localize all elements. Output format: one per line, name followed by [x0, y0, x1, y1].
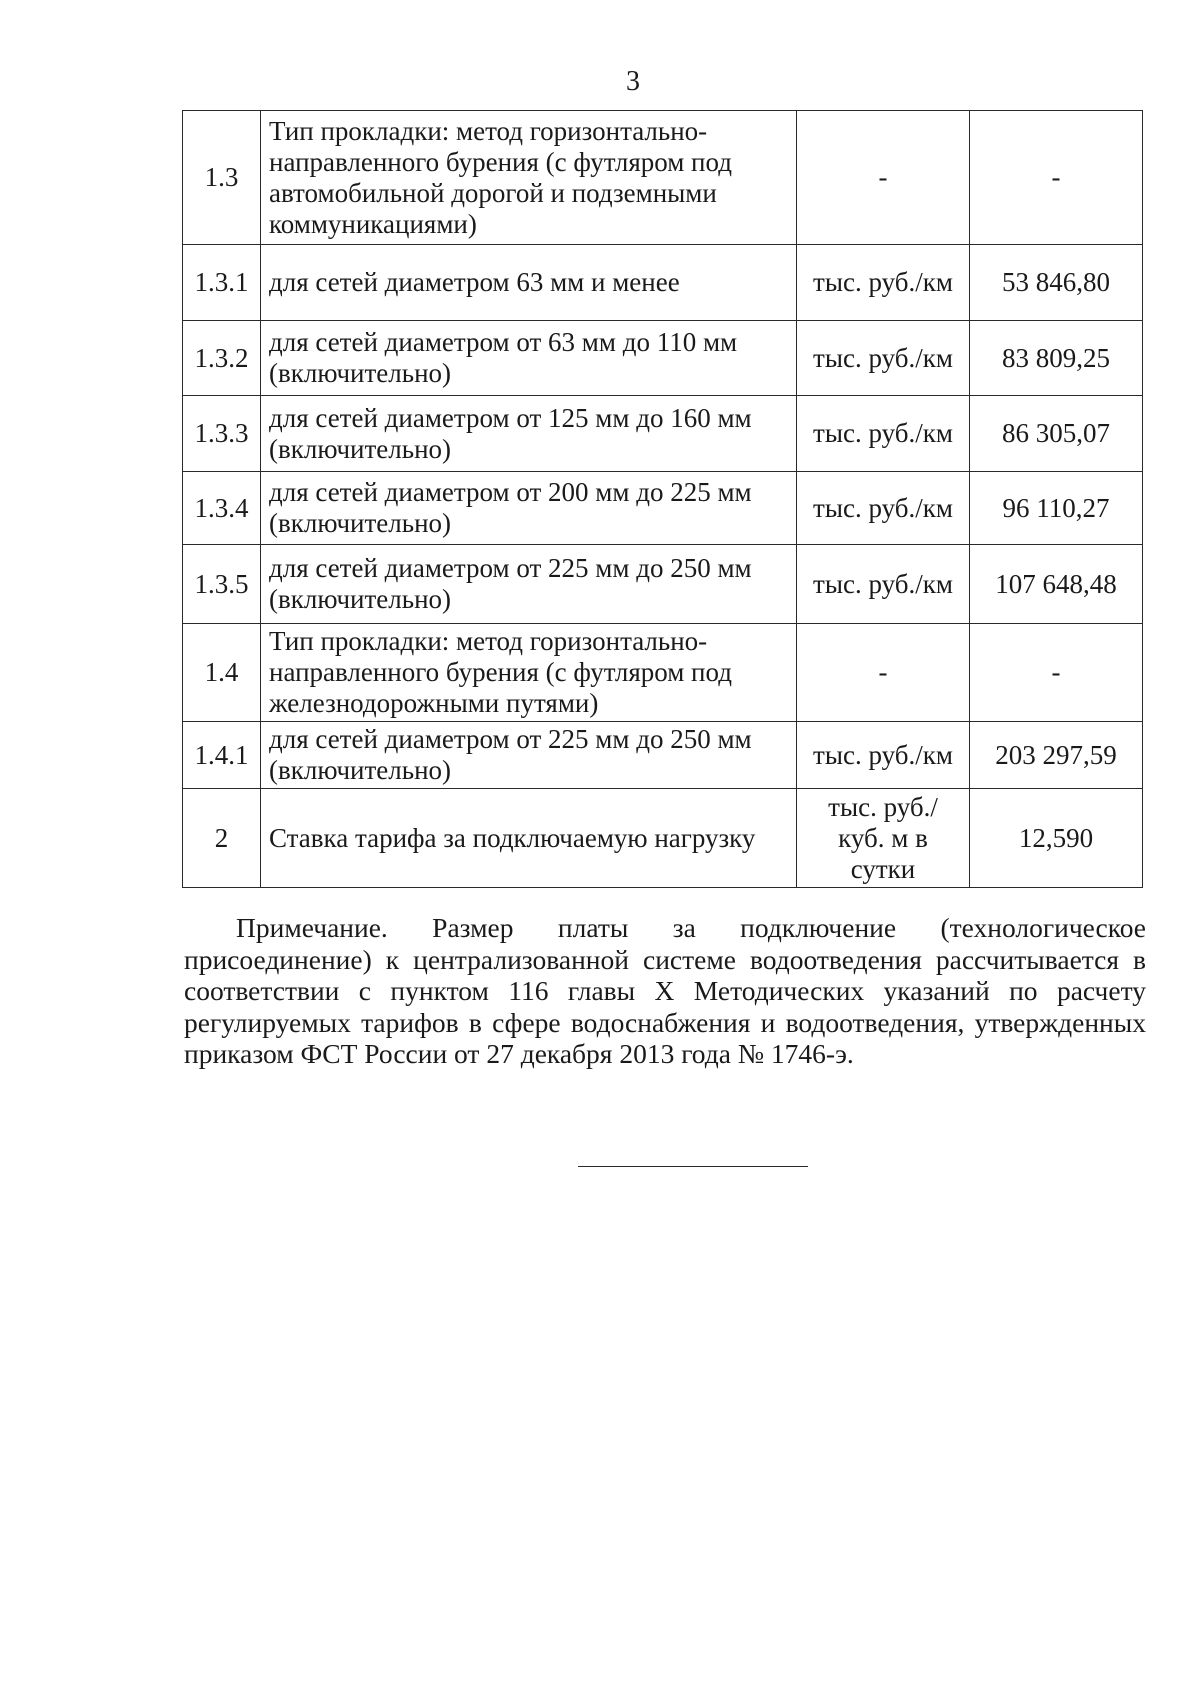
row-unit: тыс. руб./км — [797, 472, 970, 545]
row-unit: тыс. руб./км — [797, 722, 970, 789]
row-number: 1.3.5 — [183, 545, 261, 624]
row-description: для сетей диаметром от 225 мм до 250 мм (включительно) — [261, 545, 797, 624]
row-number: 1.3 — [183, 111, 261, 245]
table-row — [183, 245, 1143, 321]
row-value: 83 809,25 — [970, 321, 1143, 396]
row-unit: тыс. руб./км — [797, 396, 970, 472]
row-unit: - — [797, 624, 970, 722]
row-number: 1.3.3 — [183, 396, 261, 472]
table-row — [183, 472, 1143, 545]
row-value: 53 846,80 — [970, 245, 1143, 321]
table-row — [183, 545, 1143, 624]
table-row — [183, 789, 1143, 888]
row-value: 96 110,27 — [970, 472, 1143, 545]
row-description: для сетей диаметром от 125 мм до 160 мм (включительно) — [261, 396, 797, 472]
row-number: 1.3.2 — [183, 321, 261, 396]
row-number: 1.4.1 — [183, 722, 261, 789]
row-number: 2 — [183, 789, 261, 888]
row-description: Тип прокладки: метод горизонтально-направленного бурения (с футляром под железнодорожными путями) — [261, 624, 797, 722]
row-description: для сетей диаметром от 225 мм до 250 мм (включительно) — [261, 722, 797, 789]
row-value: 86 305,07 — [970, 396, 1143, 472]
row-description: Ставка тарифа за подключаемую нагрузку — [261, 789, 797, 888]
table-row — [183, 396, 1143, 472]
row-description: Тип прокладки: метод горизонтально-направленного бурения (с футляром под автомобильной дорогой и подземными коммуникациями) — [261, 111, 797, 245]
row-description: для сетей диаметром 63 мм и менее — [261, 245, 797, 321]
table-row — [183, 111, 1143, 245]
table-row — [183, 321, 1143, 396]
row-number: 1.3.4 — [183, 472, 261, 545]
row-number: 1.3.1 — [183, 245, 261, 321]
row-unit: тыс. руб./ куб. м в сутки — [797, 789, 970, 888]
row-value: 107 648,48 — [970, 545, 1143, 624]
row-unit: тыс. руб./км — [797, 545, 970, 624]
row-value: - — [970, 111, 1143, 245]
row-value: - — [970, 624, 1143, 722]
tariff-table — [182, 110, 1143, 888]
row-description: для сетей диаметром от 63 мм до 110 мм (включительно) — [261, 321, 797, 396]
row-number: 1.4 — [183, 624, 261, 722]
page-number: 3 — [626, 66, 640, 97]
table-row — [183, 722, 1143, 789]
row-unit: тыс. руб./км — [797, 245, 970, 321]
row-value: 203 297,59 — [970, 722, 1143, 789]
row-description: для сетей диаметром от 200 мм до 225 мм (включительно) — [261, 472, 797, 545]
separator-line — [578, 1166, 808, 1167]
row-unit: - — [797, 111, 970, 245]
table-row — [183, 624, 1143, 722]
note-paragraph: Примечание. Размер платы за подключение (технологическое присоединение) к централизованной системе водоотведения рассчитывается в соответствии с пунктом 116 главы X Методических указаний по расчету регулируемых тарифов в сфере водоснабжения и водоотведения, утвержденных приказом ФСТ России от 27 декабря 2013 года № 1746-э. — [184, 912, 1146, 1069]
row-unit: тыс. руб./км — [797, 321, 970, 396]
row-value: 12,590 — [970, 789, 1143, 888]
